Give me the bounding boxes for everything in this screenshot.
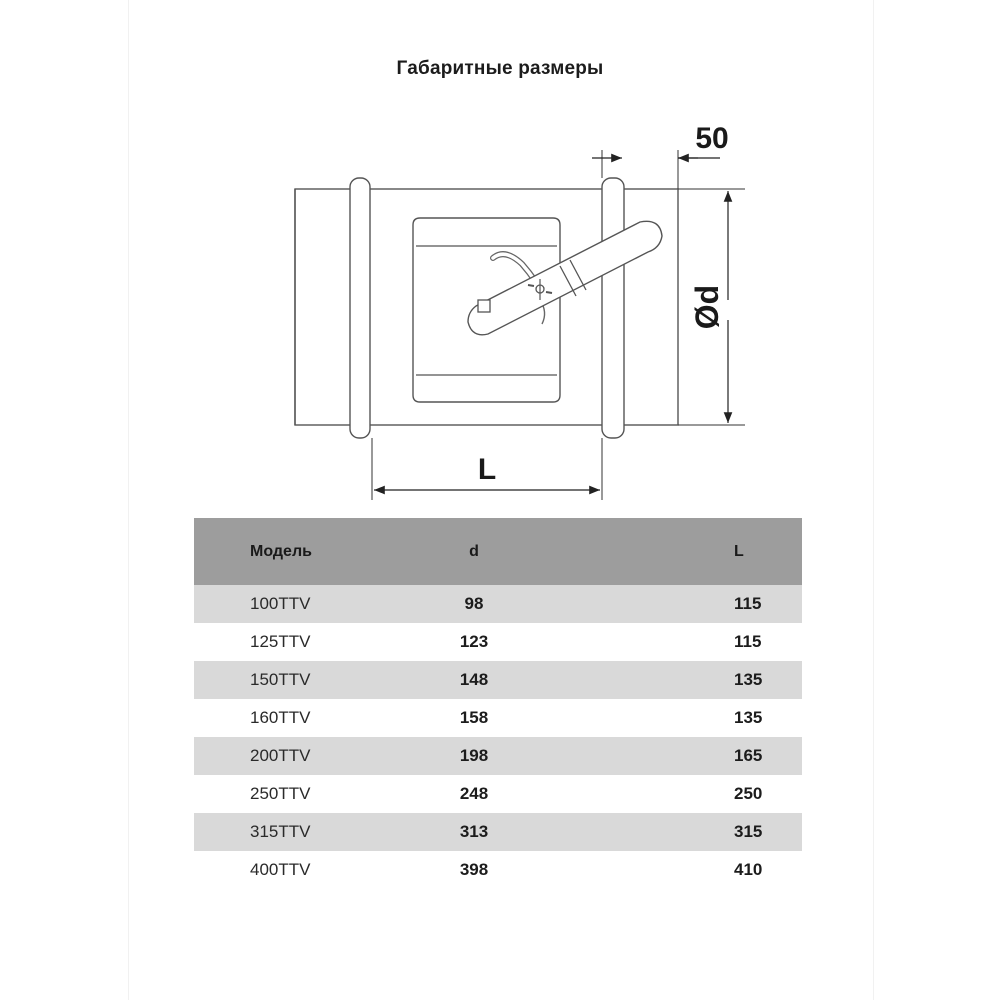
cell-d: 98 [464, 594, 484, 613]
cell-l: 410 [734, 860, 763, 879]
dimensions-table [194, 518, 802, 889]
header-d: d [469, 542, 479, 560]
cell-d: 148 [459, 670, 489, 689]
table-header [194, 518, 802, 585]
table-row [194, 813, 802, 851]
cell-l: 165 [734, 746, 763, 765]
cell-model: 150TTV [250, 670, 311, 689]
cell-l: 115 [734, 632, 762, 651]
cell-l: 315 [734, 822, 763, 841]
cell-model: 160TTV [250, 708, 311, 727]
table-row [194, 623, 802, 661]
table-row [194, 585, 802, 623]
cell-l: 135 [734, 708, 763, 727]
cell-l: 250 [734, 784, 763, 803]
cell-model: 125TTV [250, 632, 311, 651]
cell-model: 250TTV [250, 784, 311, 803]
cell-model: 200TTV [250, 746, 311, 765]
header-model: Модель [250, 542, 312, 560]
cell-d: 123 [459, 632, 489, 651]
table-row [194, 699, 802, 737]
table-row [194, 661, 802, 699]
page-title: Габаритные размеры [396, 58, 604, 79]
clamp-band-right [602, 178, 624, 438]
cell-l: 135 [734, 670, 763, 689]
cell-model: 400TTV [250, 860, 311, 879]
cell-d: 198 [459, 746, 489, 765]
clamp-band-left [350, 178, 370, 438]
dimension-diameter-label: Ød [689, 284, 725, 330]
cell-d: 313 [459, 822, 489, 841]
table-row [194, 775, 802, 813]
table-row [194, 851, 802, 889]
table-row [194, 737, 802, 775]
header-l: L [734, 542, 744, 560]
cell-d: 158 [459, 708, 489, 727]
cell-model: 100TTV [250, 594, 311, 613]
dimension-length-label: L [477, 453, 497, 486]
dimension-50-label: 50 [695, 122, 729, 155]
cell-d: 398 [459, 860, 489, 879]
cell-l: 115 [734, 594, 762, 613]
cell-model: 315TTV [250, 822, 311, 841]
cell-d: 248 [459, 784, 489, 803]
